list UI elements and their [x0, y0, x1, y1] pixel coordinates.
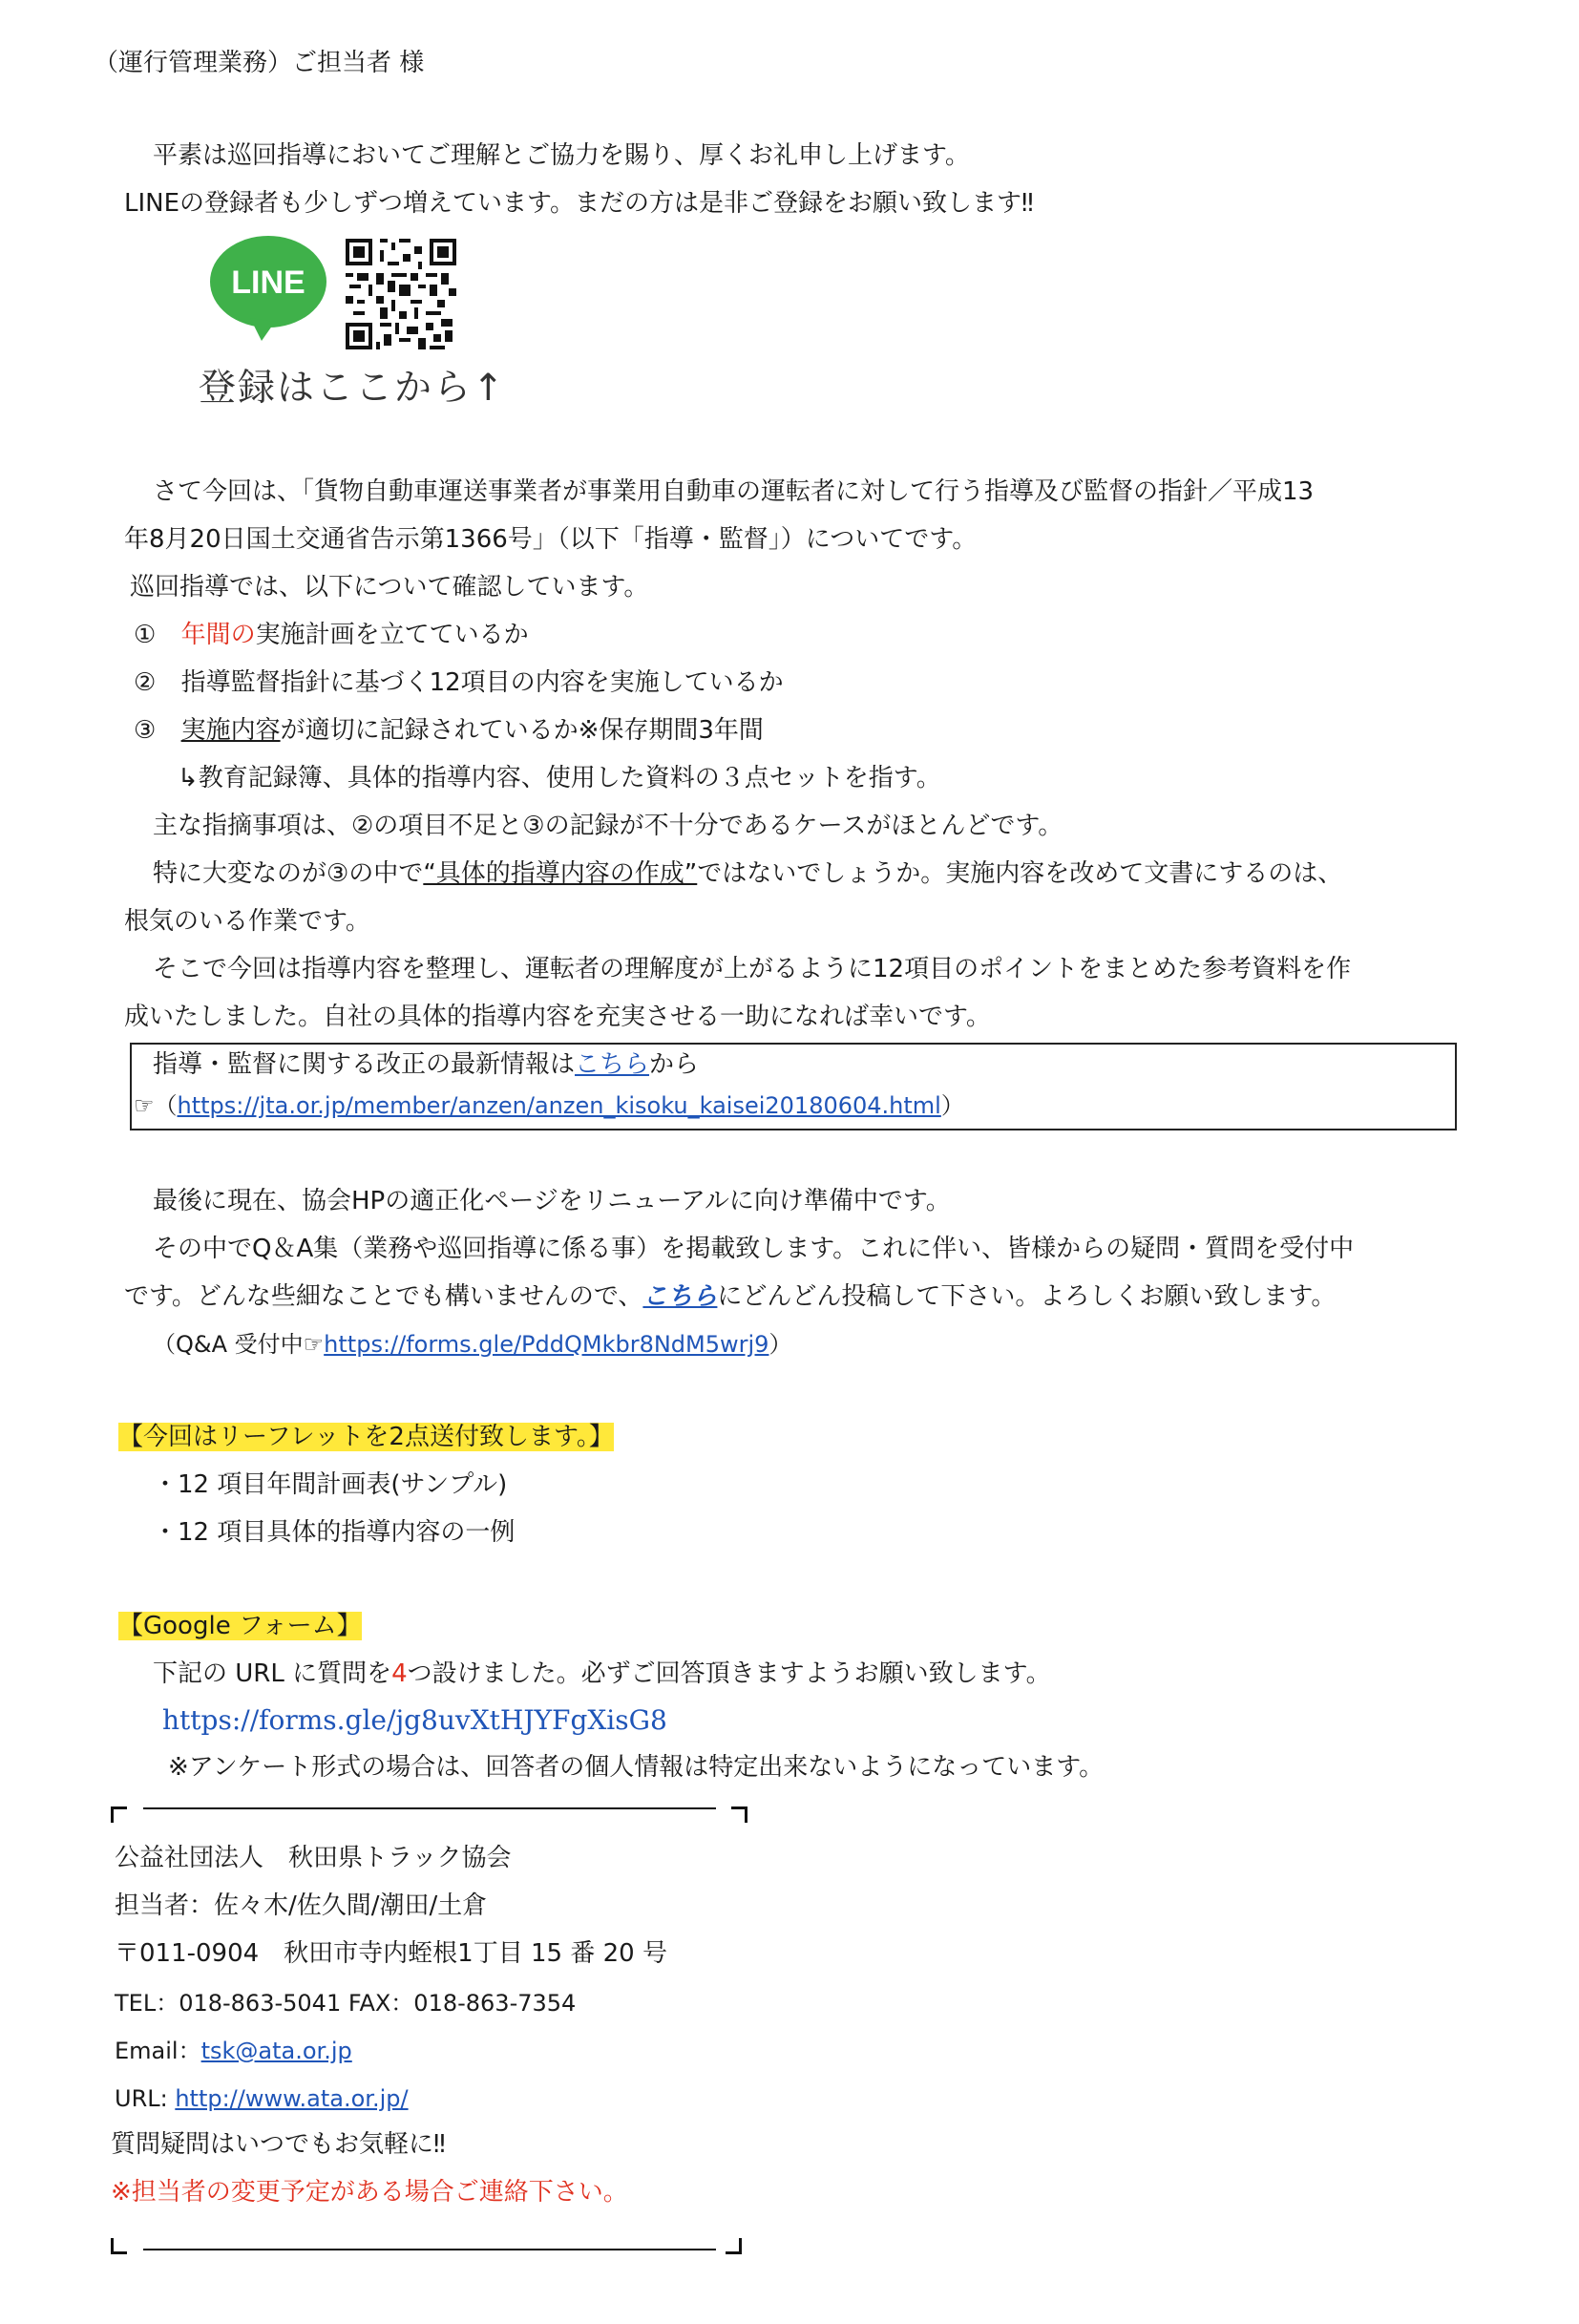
line-register-caption: 登録はここから↑	[199, 367, 506, 410]
p3: 主な指摘事項は、②の項目不足と③の記録が不十分であるケースがほとんどです。	[153, 812, 1063, 840]
google-form-line	[153, 1657, 1051, 1691]
check-item-1-text: 実施計画を立てているか	[255, 621, 529, 649]
google-form-line-pre: 下記の URL に質問を	[153, 1659, 392, 1688]
p4-post: ではないでしょうか。実施内容を改めて文書にするのは、	[697, 859, 1343, 888]
revision-url-link[interactable]: https://jta.or.jp/member/anzen/anzen_kisoku_kaisei20180604.html	[177, 1092, 941, 1119]
contact-email-label: Email：	[115, 2038, 201, 2064]
qa-line-3-post: にどんどん投稿して下さい。よろしくお願い致します。	[717, 1282, 1337, 1311]
contact-address: 〒011-0904 秋田市寺内蛭根1丁目 15 番 20 号	[115, 1939, 667, 1968]
revision-info-link[interactable]: こちら	[575, 1050, 650, 1079]
p4-line-2: 根気のいる作業です。	[124, 907, 370, 936]
frame-corner-bl	[111, 2238, 127, 2254]
check-item-2-text: 指導監督指針に基づく12項目の内容を実施しているか	[180, 668, 784, 697]
p1-line-2: 年8月20日国土交通省告示第1366号」（以下「指導・監督」）についてです。	[124, 525, 978, 554]
revision-info-line-1	[153, 1047, 699, 1082]
contact-red-note: ※担当者の変更予定がある場合ご連絡下さい。	[111, 2178, 628, 2207]
p4-line-1	[153, 856, 1342, 891]
check-item-1-red: 年間の	[180, 621, 256, 649]
contact-email	[115, 2034, 352, 2068]
qa-line-4	[153, 1327, 791, 1362]
contact-url	[115, 2081, 409, 2116]
leaflet-item-2: ・12 項目具体的指導内容の一例	[153, 1518, 516, 1547]
intro-line-2: LINEの登録者も少しずつ増えています。まだの方は是非ご登録をお願い致します‼	[124, 189, 1034, 218]
contact-note: 質問疑問はいつでもお気軽に‼	[111, 2130, 446, 2159]
check-item-3-underlined: 実施内容	[180, 716, 281, 745]
revision-info-pre: 指導・監督に関する改正の最新情報は	[153, 1050, 576, 1079]
p4-underlined: “具体的指導内容の作成”	[423, 859, 698, 888]
p2: 巡回指導では、以下について確認しています。	[130, 573, 649, 602]
intro-line-1: 平素は巡回指導においてご理解とご協力を賜り、厚くお礼申し上げます。	[153, 141, 970, 170]
qa-line-4-pre: （Q&A 受付中☞	[153, 1331, 325, 1358]
contact-tel-fax: TEL：018-863-5041 FAX：018-863-7354	[115, 1990, 577, 2017]
qa-line-1: 最後に現在、協会HPの適正化ページをリニューアルに向け準備中です。	[153, 1187, 951, 1215]
check-item-3-num: ③	[134, 716, 157, 745]
qa-line-3	[124, 1279, 1336, 1314]
check-item-2	[134, 666, 784, 700]
revision-url-prefix: ☞（	[134, 1092, 178, 1119]
line-logo-text: LINE	[231, 264, 305, 301]
line-logo-icon[interactable]	[208, 234, 328, 343]
check-item-2-num: ②	[134, 668, 157, 697]
contact-url-link[interactable]: http://www.ata.or.jp/	[175, 2085, 409, 2112]
salutation: （運行管理業務）ご担当者 様	[94, 49, 425, 77]
qa-line-2: その中でQ＆A集（業務や巡回指導に係る事）を掲載致します。これに伴い、皆様からの疑問・質問を受付中	[153, 1235, 1355, 1263]
qa-form-link[interactable]: こちら	[642, 1282, 718, 1311]
leaflet-heading-text: 【今回はリーフレットを2点送付致します。】	[118, 1423, 614, 1451]
leaflet-heading	[118, 1420, 614, 1454]
check-item-1-num: ①	[134, 621, 157, 649]
p5-line-2: 成いたしました。自社の具体的指導内容を充実させる一助になれば幸いです。	[124, 1003, 991, 1031]
qa-form-url-link[interactable]: https://forms.gle/PddQMkbr8NdM5wrj9	[324, 1331, 769, 1358]
frame-corner-tr	[731, 1806, 747, 1823]
check-item-3-text: が適切に記録されているか※保存期間3年間	[280, 716, 764, 745]
frame-corner-br	[726, 2238, 742, 2254]
check-item-3-note: ↳教育記録簿、具体的指導内容、使用した資料の３点セットを指す。	[178, 764, 941, 792]
p1-line-1: さて今回は、「貨物自動車運送事業者が事業用自動車の運転者に対して行う指導及び監督の指針／平成13	[153, 477, 1315, 506]
p5-line-1: そこで今回は指導内容を整理し、運転者の理解度が上がるように12項目のポイントをまとめた参考資料を作	[153, 955, 1352, 983]
contact-email-link[interactable]: tsk@ata.or.jp	[200, 2038, 352, 2064]
contact-url-label: URL:	[115, 2085, 176, 2112]
frame-top-line	[143, 1807, 716, 1809]
contact-org: 公益社団法人 秋田県トラック協会	[115, 1844, 512, 1872]
p4-pre: 特に大変なのが③の中で	[153, 859, 424, 888]
google-form-heading-text: 【Google フォーム】	[118, 1612, 362, 1640]
qr-code-icon[interactable]	[346, 239, 456, 349]
leaflet-item-1: ・12 項目年間計画表(サンプル)	[153, 1470, 508, 1499]
revision-info-post: から	[649, 1050, 700, 1079]
qa-line-4-post: ）	[768, 1331, 792, 1358]
google-form-note: ※アンケート形式の場合は、回答者の個人情報は特定出来ないようになっています。	[168, 1753, 1105, 1782]
google-form-heading	[118, 1609, 362, 1643]
revision-info-line-2	[134, 1088, 964, 1123]
google-form-url-link[interactable]: https://forms.gle/jg8uvXtHJYFgXisG8	[162, 1704, 667, 1736]
contact-staff: 担当者：佐々木/佐久間/潮田/土倉	[115, 1891, 488, 1920]
google-form-line-post: つ設けました。必ずご回答頂きますようお願い致します。	[407, 1659, 1051, 1688]
frame-corner-tl	[111, 1806, 127, 1823]
frame-bottom-line	[143, 2249, 716, 2250]
revision-url-suffix: ）	[940, 1092, 964, 1119]
qa-line-3-pre: です。どんな些細なことでも構いませんので、	[124, 1282, 643, 1311]
google-form-count: 4	[391, 1659, 408, 1688]
check-item-3	[134, 713, 764, 748]
check-item-1	[134, 618, 529, 652]
